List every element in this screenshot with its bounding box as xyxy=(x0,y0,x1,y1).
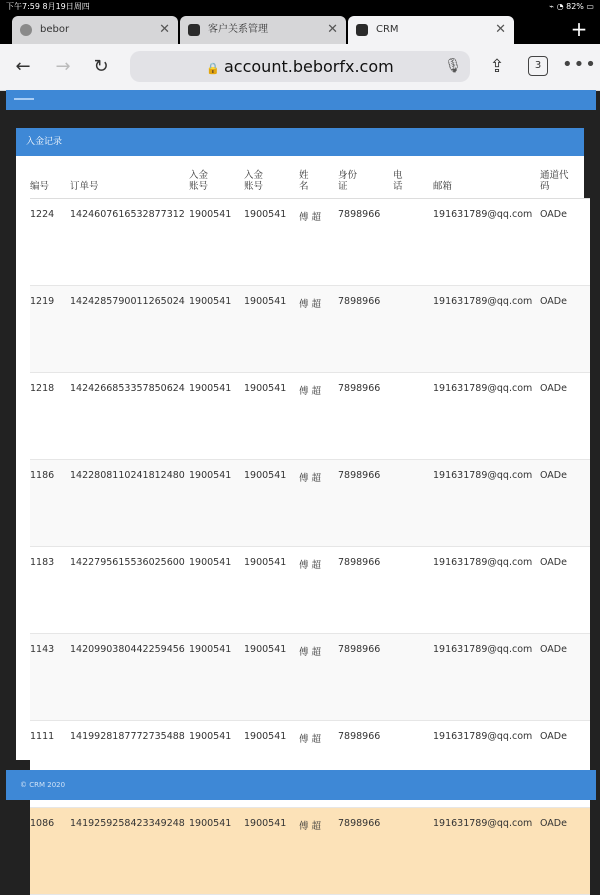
tab-switcher-button[interactable]: 3 xyxy=(528,56,548,76)
cell-channel-code: OADe xyxy=(540,286,590,373)
lock-icon: 🔒 xyxy=(206,62,220,75)
cell-order-no: 1422795615536025600 xyxy=(70,547,189,634)
site-navbar xyxy=(6,90,596,110)
cell-email: 191631789@qq.com xyxy=(433,460,540,547)
cell-deposit-account: 1900541 xyxy=(189,199,244,286)
cell-order-no: 1424266853357850624 xyxy=(70,373,189,460)
reload-icon[interactable]: ↻ xyxy=(93,56,109,77)
cell-phone xyxy=(393,808,433,895)
cell-phone xyxy=(393,286,433,373)
col-header-deposit-account-2 xyxy=(244,156,299,199)
back-icon[interactable]: ← xyxy=(15,56,31,77)
cell-name: 傅 超 xyxy=(299,460,338,547)
tab-label: bebor xyxy=(40,24,70,35)
tab-label: 客户关系管理 xyxy=(208,24,268,35)
col-header-text: 身份证 xyxy=(338,170,358,192)
cell-deposit-account-2: 1900541 xyxy=(244,808,299,895)
cell-email: 191631789@qq.com xyxy=(433,808,540,895)
cell-id: 1186 xyxy=(30,460,70,547)
cell-channel-code: OADe xyxy=(540,721,590,808)
site-logo-icon xyxy=(188,24,200,36)
menu-icon[interactable] xyxy=(14,98,34,100)
table-row[interactable] xyxy=(30,373,590,460)
browser-toolbar xyxy=(0,44,600,91)
cell-channel-code: OADe xyxy=(540,808,590,895)
status-bar xyxy=(0,0,600,14)
tab-bebor[interactable] xyxy=(12,16,178,44)
cell-id: 1111 xyxy=(30,721,70,808)
cell-name: 傅 超 xyxy=(299,373,338,460)
col-header-text: 通道代码 xyxy=(540,170,569,192)
cell-id-card: 7898966 xyxy=(338,634,393,721)
card-title: 入金记录 xyxy=(16,128,584,156)
col-header-id: 编号 xyxy=(30,156,70,199)
col-header-name xyxy=(299,156,338,199)
tab-bar xyxy=(0,14,600,44)
battery-percent: 82% xyxy=(566,2,584,11)
cell-email: 191631789@qq.com xyxy=(433,721,540,808)
cell-deposit-account: 1900541 xyxy=(189,286,244,373)
share-icon[interactable]: ⇪ xyxy=(489,56,505,77)
cell-deposit-account-2: 1900541 xyxy=(244,547,299,634)
cell-phone xyxy=(393,460,433,547)
more-options-icon[interactable]: ••• xyxy=(562,54,597,75)
table-row[interactable] xyxy=(30,286,590,373)
cell-channel-code: OADe xyxy=(540,199,590,286)
cell-id-card: 7898966 xyxy=(338,460,393,547)
cell-id: 1218 xyxy=(30,373,70,460)
cell-id-card: 7898966 xyxy=(338,547,393,634)
cell-order-no: 1424607616532877312 xyxy=(70,199,189,286)
cell-id: 1086 xyxy=(30,808,70,895)
cell-email: 191631789@qq.com xyxy=(433,199,540,286)
cell-id-card: 7898966 xyxy=(338,199,393,286)
cell-id: 1143 xyxy=(30,634,70,721)
cell-name: 傅 超 xyxy=(299,286,338,373)
cell-email: 191631789@qq.com xyxy=(433,547,540,634)
cell-id: 1224 xyxy=(30,199,70,286)
site-logo-icon xyxy=(356,24,368,36)
forward-icon[interactable]: → xyxy=(55,56,71,77)
cell-name: 傅 超 xyxy=(299,634,338,721)
cell-name: 傅 超 xyxy=(299,199,338,286)
col-header-deposit-account xyxy=(189,156,244,199)
cell-id-card: 7898966 xyxy=(338,721,393,808)
cell-deposit-account: 1900541 xyxy=(189,808,244,895)
cell-order-no: 1420990380442259456 xyxy=(70,634,189,721)
table-header-row xyxy=(30,156,590,199)
cell-deposit-account-2: 1900541 xyxy=(244,286,299,373)
cell-deposit-account-2: 1900541 xyxy=(244,460,299,547)
col-header-phone xyxy=(393,156,433,199)
cell-name: 傅 超 xyxy=(299,547,338,634)
col-header-channel-code xyxy=(540,156,590,199)
cell-deposit-account-2: 1900541 xyxy=(244,373,299,460)
page-footer xyxy=(6,770,596,800)
close-icon[interactable]: ✕ xyxy=(495,22,506,37)
cell-deposit-account: 1900541 xyxy=(189,373,244,460)
col-header-text: 入金账号 xyxy=(189,170,209,192)
cell-name: 傅 超 xyxy=(299,721,338,808)
cell-deposit-account: 1900541 xyxy=(189,634,244,721)
cell-deposit-account-2: 1900541 xyxy=(244,634,299,721)
cell-order-no: 1419259258423349248 xyxy=(70,808,189,895)
status-time: 下午7:59 8月19日周四 xyxy=(6,2,90,11)
cell-id: 1219 xyxy=(30,286,70,373)
cell-deposit-account: 1900541 xyxy=(189,721,244,808)
cell-phone xyxy=(393,199,433,286)
col-header-text: 电话 xyxy=(393,170,403,192)
cell-id: 1183 xyxy=(30,547,70,634)
col-header-text: 姓名 xyxy=(299,170,309,192)
tab-customer-management[interactable] xyxy=(180,16,346,44)
new-tab-button[interactable]: + xyxy=(570,17,588,41)
globe-icon xyxy=(20,24,32,36)
cell-channel-code: OADe xyxy=(540,547,590,634)
table-row[interactable] xyxy=(30,547,590,634)
cell-order-no: 1422808110241812480 xyxy=(70,460,189,547)
cell-deposit-account-2: 1900541 xyxy=(244,721,299,808)
cell-email: 191631789@qq.com xyxy=(433,286,540,373)
microphone-icon[interactable]: 🎙 xyxy=(444,58,462,74)
cell-channel-code: OADe xyxy=(540,373,590,460)
cell-id-card: 7898966 xyxy=(338,373,393,460)
battery-indicator: ⌁ ◔ 82% ▭ xyxy=(549,2,594,11)
cell-order-no: 1419928187772735488 xyxy=(70,721,189,808)
cell-channel-code: OADe xyxy=(540,634,590,721)
tab-label: CRM xyxy=(376,24,399,35)
cell-phone xyxy=(393,634,433,721)
cell-deposit-account: 1900541 xyxy=(189,547,244,634)
cell-email: 191631789@qq.com xyxy=(433,634,540,721)
col-header-email: 邮箱 xyxy=(433,156,540,199)
cell-id-card: 7898966 xyxy=(338,808,393,895)
cell-deposit-account-2: 1900541 xyxy=(244,199,299,286)
tab-crm[interactable] xyxy=(348,16,514,44)
cell-name: 傅 超 xyxy=(299,808,338,895)
col-header-text: 入金账号 xyxy=(244,170,264,192)
cell-email: 191631789@qq.com xyxy=(433,373,540,460)
table-row-highlighted[interactable] xyxy=(30,808,590,895)
cell-phone xyxy=(393,373,433,460)
cell-channel-code: OADe xyxy=(540,460,590,547)
col-header-id-card xyxy=(338,156,393,199)
close-icon[interactable]: ✕ xyxy=(159,22,170,37)
table-row[interactable] xyxy=(30,460,590,547)
cell-id-card: 7898966 xyxy=(338,286,393,373)
cell-phone xyxy=(393,547,433,634)
copyright-text: © CRM 2020 xyxy=(20,781,66,789)
close-icon[interactable]: ✕ xyxy=(327,22,338,37)
url-text: account.beborfx.com xyxy=(223,57,394,76)
address-bar[interactable] xyxy=(130,51,470,82)
cell-deposit-account: 1900541 xyxy=(189,460,244,547)
table-row[interactable] xyxy=(30,199,590,286)
cell-order-no: 1424285790011265024 xyxy=(70,286,189,373)
col-header-order-no: 订单号 xyxy=(70,156,189,199)
table-row[interactable] xyxy=(30,634,590,721)
